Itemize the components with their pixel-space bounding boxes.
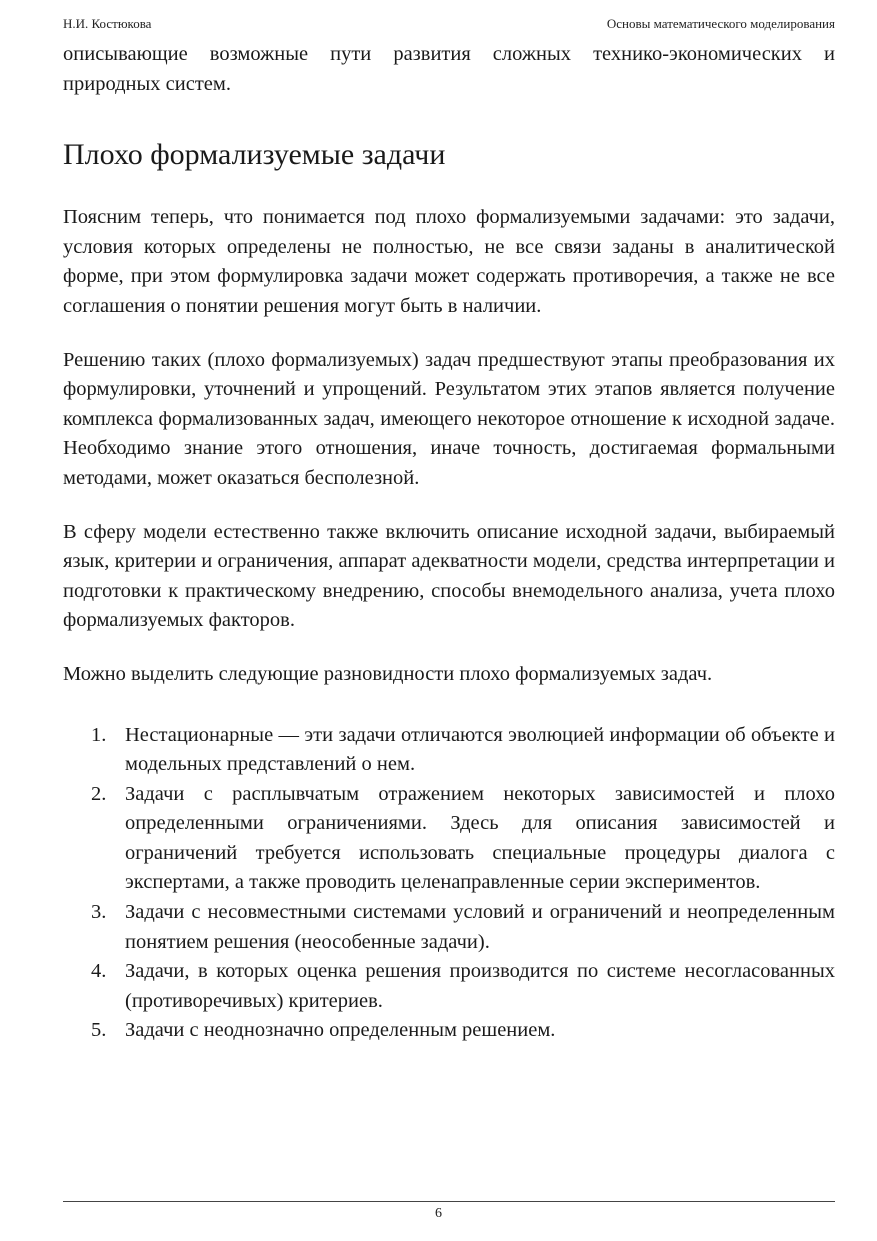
list-item [63,780,835,898]
section-title: Плохо формализуемые задачи [63,138,446,172]
list-item-text: Задачи с неоднозначно определенным решением. [125,1019,556,1042]
list-item-number: 1. [91,723,107,746]
list-item [63,721,835,780]
list-item [63,898,835,957]
page-number: 6 [435,1206,442,1221]
list-item-text: Задачи с несовместными системами условий и ограничений и неопределенным понятием решения (неособенные задачи). [125,901,835,953]
list-item [63,957,835,1016]
header-author: Н.И. Костюкова [63,16,152,31]
list-item-number: 4. [91,960,107,983]
list-item-number: 3. [91,901,107,924]
list-item-text: Задачи, в которых оценка решения производится по системе несогласованных (противоречивых) критериев. [125,960,835,1012]
page-header [63,15,835,33]
paragraph-definition: Поясним теперь, что понимается под плохо формализуемыми задачами: это задачи, условия которых определены не полностью, не все связи заданы в аналитической форме, при этом формулировка задачи может содержать противоречия, а также не все соглашения о понятии решения могут быть в наличии. [63,206,835,317]
paragraph-list-intro: Можно выделить следующие разновидности плохо формализуемых задач. [63,662,713,685]
paragraph-model-scope: В сферу модели естественно также включить описание исходной задачи, выбираемый язык, критерии и ограничения, аппарат адекватности модели, средства интерпретации и подготовки к практическому внедрению, способы внемодельного анализа, учета плохо формализуемых факторов. [63,520,835,632]
task-types-list [63,721,835,1047]
intro-paragraph: описывающие возможные пути развития сложных технико-экономических и природных систем. [63,43,835,95]
list-item-number: 2. [91,782,107,805]
list-item-text: Задачи с расплывчатым отражением некоторых зависимостей и плохо определенными ограничениями. Здесь для описания зависимостей и ограничений требуется использовать специальные процедуры диалога с экспертами, а также проводить целенаправленные серии экспериментов. [125,782,835,894]
footer-divider [63,1201,835,1202]
list-item [63,1016,835,1046]
list-item-number: 5. [91,1019,107,1042]
list-item-text: Нестационарные — эти задачи отличаются эволюцией информации об объекте и модельных представлений о нем. [125,723,835,776]
header-course-title: Основы математического моделирования [606,16,835,31]
page-body [63,40,835,1046]
paragraph-preprocessing: Решению таких (плохо формализуемых) задач предшествуют этапы преобразования их формулировки, уточнений и упрощений. Результатом этих этапов является получение комплекса формализованных задач, имеющего некоторое отношение к исходной задаче. Необходимо знание этого отношения, иначе точность, достигаемая формальными методами, может оказаться бесполезной. [63,348,835,489]
